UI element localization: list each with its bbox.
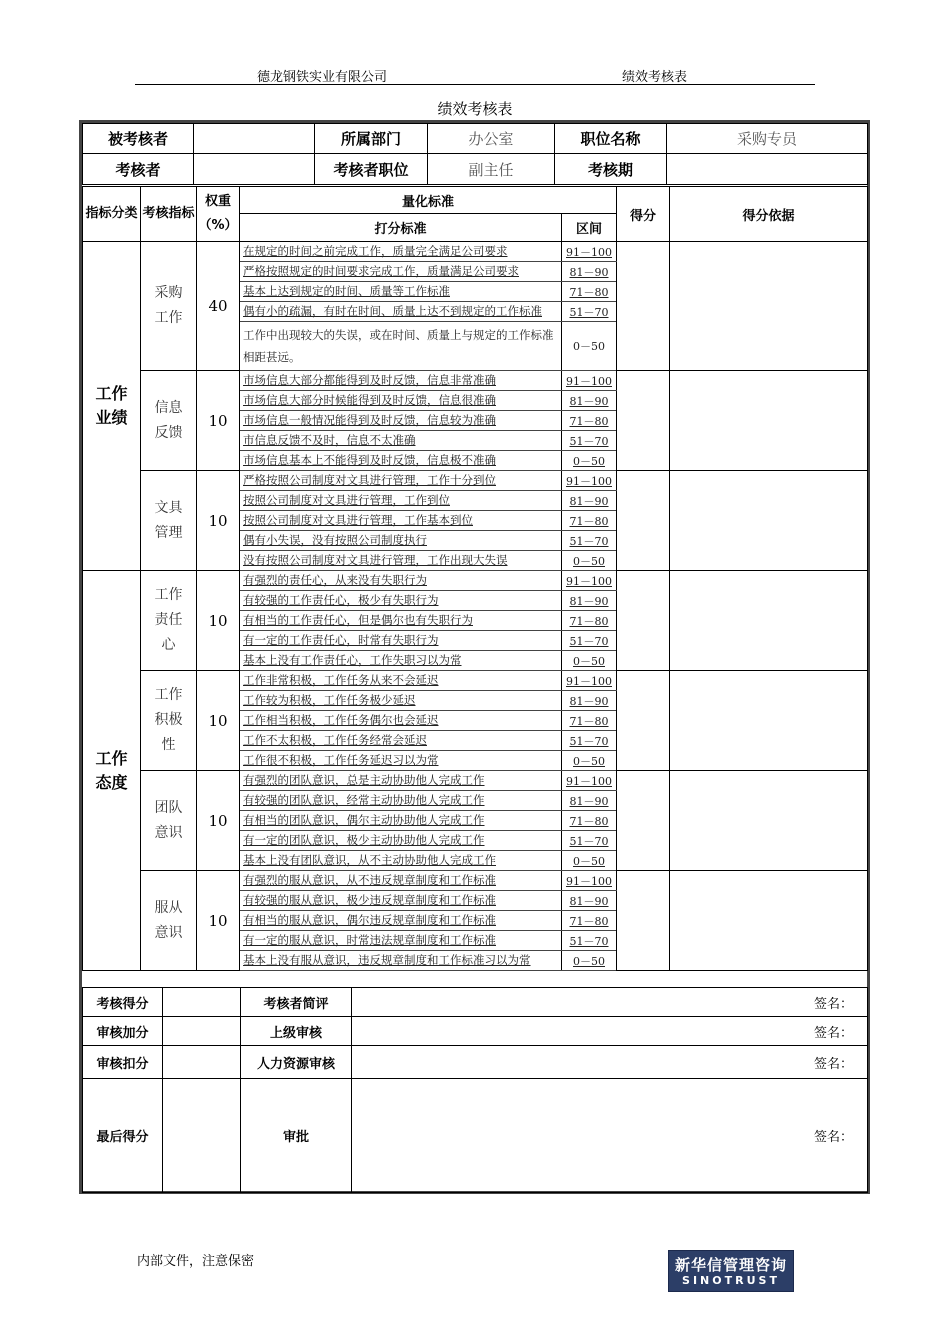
range-label: 0－50 (573, 340, 605, 353)
range-label: 71－80 (569, 714, 609, 728)
score-cell[interactable] (617, 771, 670, 871)
dept-value[interactable]: 办公室 (428, 124, 555, 154)
weight-value: 10 (197, 671, 240, 771)
examiner-position-label: 考核者职位 (315, 154, 428, 185)
criterion-label: 有较强的工作责任心，极少有失职行为 (243, 593, 439, 607)
range-label: 0－50 (573, 454, 605, 468)
criterion-label: 按照公司制度对文具进行管理，工作到位 (243, 493, 450, 507)
criterion-label: 市场信息大部分时候能得到及时反馈，信息很准确 (243, 393, 496, 407)
range-value (562, 791, 617, 811)
basis-cell[interactable] (670, 771, 868, 871)
range-label: 81－90 (569, 594, 609, 608)
range-label: 81－90 (569, 265, 609, 279)
range-label: 51－70 (569, 934, 609, 948)
criterion-text (240, 811, 562, 831)
position-label: 职位名称 (555, 124, 667, 154)
basis-cell[interactable] (670, 371, 868, 471)
range-label: 0－50 (573, 954, 605, 968)
criterion-text (240, 711, 562, 731)
range-value (562, 302, 617, 322)
range-label: 71－80 (569, 614, 609, 628)
header-rule (135, 84, 815, 85)
criterion-text (240, 302, 562, 322)
criterion-text (240, 671, 562, 691)
criterion-label: 市场信息大部分都能得到及时反馈，信息非常准确 (243, 373, 496, 387)
dept-label: 所属部门 (315, 124, 428, 154)
bottom-label2: 审批 (241, 1079, 352, 1193)
range-label: 91－100 (566, 245, 612, 259)
criterion-label: 工作非常积极，工作任务从来不会延迟 (243, 673, 439, 687)
range-label: 71－80 (569, 914, 609, 928)
criterion-label: 有较强的团队意识，经常主动协助他人完成工作 (243, 793, 485, 807)
col-indicator: 考核指标 (141, 187, 197, 242)
criterion-label: 有一定的工作责任心，时常有失职行为 (243, 633, 439, 647)
range-value (562, 451, 617, 471)
criterion-text (240, 691, 562, 711)
criterion-text (240, 322, 562, 371)
criterion-label: 基本上没有服从意识，违反规章制度和工作标准习以为常 (243, 953, 531, 967)
range-label: 81－90 (569, 794, 609, 808)
logo-line1: 新华信管理咨询 (674, 1256, 787, 1274)
criterion-text (240, 491, 562, 511)
weight-value: 10 (197, 771, 240, 871)
criterion-label: 市场信息一般情况能得到及时反馈，信息较为准确 (243, 413, 496, 427)
examinee-value[interactable] (194, 124, 315, 154)
indicator-name: 团队意识 (141, 771, 197, 871)
range-value (562, 631, 617, 651)
criterion-label: 基本上达到规定的时间、质量等工作标准 (243, 284, 450, 298)
period-label: 考核期 (555, 154, 667, 185)
criterion-label: 有强烈的责任心，从来没有失职行为 (243, 573, 427, 587)
range-label: 0－50 (573, 554, 605, 568)
col-scoring: 打分标准 (240, 214, 562, 242)
score-cell[interactable] (617, 471, 670, 571)
range-label: 51－70 (569, 534, 609, 548)
basis-cell[interactable] (670, 571, 868, 671)
col-score: 得分 (617, 187, 670, 242)
range-label: 81－90 (569, 894, 609, 908)
range-label: 71－80 (569, 514, 609, 528)
category-cell: 工作 态度 (83, 571, 141, 971)
range-value (562, 931, 617, 951)
logo-line2: SINOTRUST (682, 1274, 780, 1287)
range-label: 0－50 (573, 754, 605, 768)
criterion-text (240, 571, 562, 591)
criterion-text (240, 451, 562, 471)
indicator-name: 工作积极性 (141, 671, 197, 771)
criterion-label: 有相当的服从意识，偶尔违反规章制度和工作标准 (243, 913, 496, 927)
range-label: 91－100 (566, 574, 612, 588)
basis-cell[interactable] (670, 242, 868, 371)
range-label: 71－80 (569, 814, 609, 828)
range-label: 0－50 (573, 854, 605, 868)
examiner-label: 考核者 (83, 154, 194, 185)
criterion-text (240, 731, 562, 751)
bottom-value-cell[interactable] (163, 1017, 241, 1046)
category-cell: 工作 业绩 (83, 242, 141, 571)
col-quant: 量化标准 (240, 187, 617, 214)
indicator-name: 服从意识 (141, 871, 197, 971)
range-label: 91－100 (566, 874, 612, 888)
position-value[interactable]: 采购专员 (667, 124, 868, 154)
range-value (562, 242, 617, 262)
criterion-label: 有一定的服从意识，时常违法规章制度和工作标准 (243, 933, 496, 947)
weight-value: 10 (197, 871, 240, 971)
range-label: 51－70 (569, 734, 609, 748)
range-value (562, 911, 617, 931)
signature-field[interactable]: 签名： (352, 1079, 868, 1193)
bottom-label: 考核得分 (83, 988, 163, 1017)
assessment-table (82, 186, 868, 971)
range-value (562, 731, 617, 751)
criterion-text (240, 831, 562, 851)
signature-field[interactable]: 签名： (352, 988, 868, 1017)
score-cell[interactable] (617, 371, 670, 471)
header-doc-name: 绩效考核表 (622, 70, 688, 85)
criterion-text (240, 262, 562, 282)
col-weight: 权重（%） (197, 187, 240, 242)
range-value (562, 551, 617, 571)
range-label: 91－100 (566, 674, 612, 688)
criterion-text (240, 411, 562, 431)
range-label: 81－90 (569, 694, 609, 708)
criterion-text (240, 851, 562, 871)
criterion-label: 工作较为积极，工作任务极少延迟 (243, 693, 416, 707)
criterion-label: 有较强的服从意识，极少违反规章制度和工作标准 (243, 893, 496, 907)
range-value (562, 871, 617, 891)
criterion-text (240, 371, 562, 391)
range-label: 81－90 (569, 494, 609, 508)
bottom-label: 审核加分 (83, 1017, 163, 1046)
range-value (562, 831, 617, 851)
indicator-name: 采购工作 (141, 242, 197, 371)
range-value (562, 751, 617, 771)
criterion-text (240, 951, 562, 971)
range-value (562, 322, 617, 371)
indicator-name: 工作责任心 (141, 571, 197, 671)
criterion-label: 工作不太积极，工作任务经常会延迟 (243, 733, 427, 747)
range-value (562, 371, 617, 391)
criterion-label: 偶有小的疏漏，有时在时间、质量上达不到规定的工作标准 (243, 304, 542, 318)
criterion-text (240, 511, 562, 531)
bottom-label2: 人力资源审核 (241, 1046, 352, 1079)
period-value[interactable] (667, 154, 868, 185)
score-cell[interactable] (617, 671, 670, 771)
range-label: 51－70 (569, 305, 609, 319)
criterion-label: 市信息反馈不及时，信息不太准确 (243, 433, 416, 447)
col-basis: 得分依据 (670, 187, 868, 242)
basis-cell[interactable] (670, 471, 868, 571)
info-table (82, 123, 868, 185)
criterion-label: 有相当的团队意识，偶尔主动协助他人完成工作 (243, 813, 485, 827)
weight-value: 40 (197, 242, 240, 371)
score-cell[interactable] (617, 871, 670, 971)
range-value (562, 411, 617, 431)
range-value (562, 571, 617, 591)
criterion-label: 严格按照规定的时间要求完成工作，质量满足公司要求 (243, 264, 519, 278)
bottom-value-cell[interactable] (163, 988, 241, 1017)
range-value (562, 951, 617, 971)
range-label: 91－100 (566, 474, 612, 488)
criterion-text (240, 891, 562, 911)
range-label: 51－70 (569, 434, 609, 448)
criterion-text (240, 611, 562, 631)
criterion-text (240, 911, 562, 931)
basis-cell[interactable] (670, 671, 868, 771)
range-value (562, 811, 617, 831)
range-value (562, 671, 617, 691)
criterion-label: 工作中出现较大的失误，或在时间、质量上与规定的工作标准相距甚远。 (243, 328, 554, 364)
indicator-name: 信息反馈 (141, 371, 197, 471)
examiner-position-value[interactable]: 副主任 (428, 154, 555, 185)
range-value (562, 511, 617, 531)
criterion-text (240, 771, 562, 791)
range-value (562, 591, 617, 611)
company-name: 德龙钢铁实业有限公司 (257, 70, 388, 85)
signature-field[interactable]: 签名： (352, 1017, 868, 1046)
criterion-label: 基本上没有工作责任心，工作失职习以为常 (243, 653, 462, 667)
criterion-label: 工作很不积极，工作任务延迟习以为常 (243, 753, 439, 767)
weight-value: 10 (197, 571, 240, 671)
criterion-label: 有一定的团队意识，极少主动协助他人完成工作 (243, 833, 485, 847)
criterion-text (240, 551, 562, 571)
col-category: 指标分类 (83, 187, 141, 242)
signature-field[interactable]: 签名： (352, 1046, 868, 1079)
confidential-note: 内部文件，注意保密 (137, 1254, 255, 1269)
range-label: 81－90 (569, 394, 609, 408)
range-label: 91－100 (566, 374, 612, 388)
criterion-text (240, 282, 562, 302)
criterion-label: 偶有小失误，没有按照公司制度执行 (243, 533, 427, 547)
weight-value: 10 (197, 471, 240, 571)
basis-cell[interactable] (670, 871, 868, 971)
approval-table (82, 987, 868, 1193)
range-label: 0－50 (573, 654, 605, 668)
bottom-label: 最后得分 (83, 1079, 163, 1193)
bottom-value-cell[interactable] (163, 1079, 241, 1193)
score-cell[interactable] (617, 242, 670, 371)
form-title: 绩效考核表 (437, 100, 513, 118)
weight-value: 10 (197, 371, 240, 471)
examinee-label: 被考核者 (83, 124, 194, 154)
range-value (562, 471, 617, 491)
criterion-label: 严格按照公司制度对文具进行管理，工作十分到位 (243, 473, 496, 487)
criterion-label: 有相当的工作责任心，但是偶尔也有失职行为 (243, 613, 473, 627)
range-label: 91－100 (566, 774, 612, 788)
criterion-label: 有强烈的服从意识，从不违反规章制度和工作标准 (243, 873, 496, 887)
criterion-text (240, 651, 562, 671)
criterion-text (240, 591, 562, 611)
range-value (562, 431, 617, 451)
criterion-label: 有强烈的团队意识，总是主动协助他人完成工作 (243, 773, 485, 787)
range-value (562, 651, 617, 671)
range-label: 51－70 (569, 834, 609, 848)
criterion-label: 工作相当积极，工作任务偶尔也会延迟 (243, 713, 439, 727)
range-value (562, 711, 617, 731)
criterion-text (240, 751, 562, 771)
range-value (562, 262, 617, 282)
criterion-text (240, 871, 562, 891)
criterion-text (240, 531, 562, 551)
range-label: 51－70 (569, 634, 609, 648)
score-cell[interactable] (617, 571, 670, 671)
criterion-label: 在规定的时间之前完成工作，质量完全满足公司要求 (243, 244, 508, 258)
range-value (562, 282, 617, 302)
criterion-text (240, 242, 562, 262)
criterion-text (240, 391, 562, 411)
range-value (562, 771, 617, 791)
range-value (562, 391, 617, 411)
criterion-text (240, 431, 562, 451)
criterion-label: 没有按照公司制度对文具进行管理，工作出现大失误 (243, 553, 508, 567)
range-value (562, 851, 617, 871)
bottom-label2: 考核者简评 (241, 988, 352, 1017)
criterion-text (240, 931, 562, 951)
range-label: 71－80 (569, 285, 609, 299)
sinotrust-logo (668, 1250, 794, 1292)
criterion-text (240, 471, 562, 491)
bottom-value-cell[interactable] (163, 1046, 241, 1079)
bottom-label2: 上级审核 (241, 1017, 352, 1046)
col-range: 区间 (562, 214, 617, 242)
bottom-label: 审核扣分 (83, 1046, 163, 1079)
criterion-label: 按照公司制度对文具进行管理，工作基本到位 (243, 513, 473, 527)
range-value (562, 531, 617, 551)
examiner-value[interactable] (194, 154, 315, 185)
indicator-name: 文具管理 (141, 471, 197, 571)
range-value (562, 891, 617, 911)
range-value (562, 491, 617, 511)
criterion-label: 基本上没有团队意识，从不主动协助他人完成工作 (243, 853, 496, 867)
range-value (562, 691, 617, 711)
criterion-text (240, 631, 562, 651)
criterion-text (240, 791, 562, 811)
criterion-label: 市场信息基本上不能得到及时反馈，信息极不准确 (243, 453, 496, 467)
range-value (562, 611, 617, 631)
range-label: 71－80 (569, 414, 609, 428)
